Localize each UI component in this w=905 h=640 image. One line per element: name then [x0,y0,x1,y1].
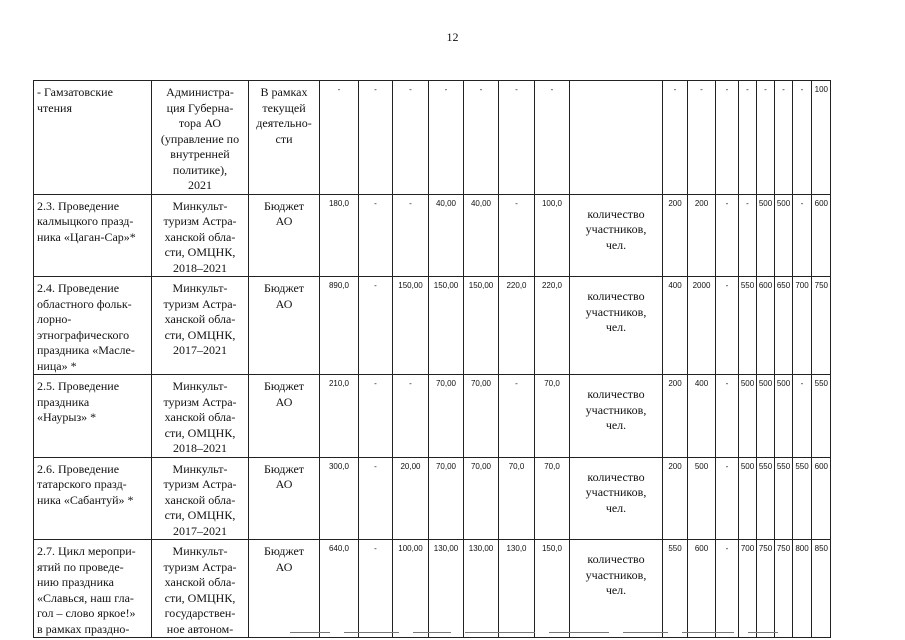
text-line: чел. [605,500,627,515]
table-row [34,194,831,277]
finance-value-cell: 70,0 [535,457,570,540]
text-line: Минкульт- [172,198,228,213]
indicator-value-cell: 700 [793,277,812,375]
text-line: 2018–2021 [173,441,227,455]
text-line: 2017–2021 [173,343,227,357]
text-line: - Гамзатовские [37,85,113,99]
text-line: 2.3. Проведение [37,198,120,213]
indicator-value-cell: 750 [757,540,775,638]
table-row [34,457,831,540]
text-line: калмыцкого празд- [37,214,134,228]
text-line: ника «Сабантуй» * [37,492,134,507]
indicator-value-cell: - [757,81,775,195]
indicator-value-cell: 400 [663,277,688,375]
finance-value-cell: 70,00 [464,375,499,458]
finance-value-cell: - [535,81,570,195]
finance-value-cell: 150,00 [393,277,429,375]
text-line: нию праздника [37,575,115,589]
indicator-value-cell: 500 [688,457,716,540]
finance-value-cell: 150,00 [464,277,499,375]
text-line: Минкульт- [172,544,228,558]
indicator-value-cell: 800 [793,540,812,638]
text-line: Минкульт- [172,281,228,295]
indicator-value-cell: 550 [739,277,757,375]
text-line: ница» * [37,358,77,373]
finance-value-cell: - [499,375,535,458]
text-line: в рамках праздно- [37,621,130,636]
text-line: Бюджет [263,198,305,213]
text-line: количество [587,469,645,484]
text-line: ханской обла- [164,492,236,507]
text-line: ханской обла- [164,410,236,424]
text-line: участников, [585,304,647,319]
indicator-value-cell: 650 [775,277,793,375]
indicator-value-cell: 550 [775,457,793,540]
text-line: 2.7. Цикл меропри- [37,544,136,558]
finance-value-cell: - [320,81,359,195]
indicator-value-cell: - [663,81,688,195]
text-line: «Наурыз» * [37,410,97,424]
text-line: чтения [37,100,72,115]
finance-value-cell: - [359,277,393,375]
text-line: текущей [262,100,306,115]
finance-value-cell: 210,0 [320,375,359,458]
indicator-value-cell: - [775,81,793,195]
text-line: туризм Астра- [163,214,237,228]
indicator-value-cell: 550 [757,457,775,540]
finance-value-cell: 890,0 [320,277,359,375]
indicator-value-cell: 600 [812,194,831,277]
funding-source-cell [249,194,320,277]
indicator-value-cell: 600 [688,540,716,638]
finance-value-cell: 130,00 [429,540,464,638]
text-line: Минкульт- [172,461,228,476]
text-line: количество [587,206,645,221]
finance-value-cell: 70,00 [464,457,499,540]
indicator-cell [570,540,663,638]
text-line: туризм Астра- [163,477,237,491]
indicator-value-cell: - [716,540,739,638]
text-line: участников, [585,402,647,417]
finance-value-cell: 180,0 [320,194,359,277]
text-line: политике), [172,162,228,177]
finance-value-cell: 220,0 [499,277,535,375]
finance-value-cell: 130,00 [464,540,499,638]
text-line: АО [275,214,293,228]
text-line: туризм Астра- [163,394,237,409]
finance-value-cell: - [393,194,429,277]
text-line: внутренней [170,147,230,161]
activity-name-cell [34,277,152,375]
indicator-cell [570,457,663,540]
indicator-cell [570,194,663,277]
text-line: ное автоном- [166,621,234,636]
activity-name-cell [34,81,152,195]
finance-value-cell: - [393,375,429,458]
finance-value-cell: 40,00 [464,194,499,277]
indicator-value-cell: - [739,81,757,195]
text-line: В рамках [260,85,308,99]
indicator-value-cell: 550 [663,540,688,638]
indicator-cell [570,277,663,375]
indicator-value-cell: - [716,81,739,195]
text-line: АО [275,559,293,574]
finance-value-cell: - [464,81,499,195]
text-line: сти, ОМЦНК, [164,590,236,605]
text-line: 2.5. Проведение [37,379,120,393]
text-line: количество [587,289,645,303]
text-line: участников, [585,222,647,236]
finance-value-cell: 130,0 [499,540,535,638]
text-line: ханской обла- [164,229,236,244]
text-line: Бюджет [263,281,305,295]
executor-cell [152,277,249,375]
text-line: АО [275,477,293,491]
text-line: количество [587,552,645,566]
funding-source-cell [249,81,320,195]
text-line: «Славься, наш гла- [37,590,134,605]
indicator-value-cell: - [793,81,812,195]
text-line: чел. [605,320,627,334]
text-line: 2017–2021 [173,523,227,538]
finance-value-cell: 150,0 [535,540,570,638]
indicator-value-cell: 500 [757,375,775,458]
finance-value-cell: - [393,81,429,195]
table-row [34,375,831,458]
indicator-value-cell: 600 [757,277,775,375]
text-line: тора АО [178,116,222,130]
table-row [34,81,831,195]
indicator-value-cell: 100 [812,81,831,195]
indicator-value-cell: 200 [663,194,688,277]
executor-cell [152,81,249,195]
finance-value-cell: - [429,81,464,195]
text-line: Бюджет [263,379,305,393]
finance-value-cell: 150,00 [429,277,464,375]
indicator-value-cell: 2000 [688,277,716,375]
bottom-scan-marks [290,632,850,638]
finance-value-cell: 640,0 [320,540,359,638]
indicator-value-cell: 750 [775,540,793,638]
indicator-value-cell: - [739,194,757,277]
funding-source-cell [249,277,320,375]
finance-value-cell: 70,0 [499,457,535,540]
text-line: 2.4. Проведение [37,281,120,295]
indicator-value-cell: - [688,81,716,195]
indicator-value-cell: - [716,375,739,458]
text-line: (управление по [160,131,240,146]
text-line: ника «Цаган-Сар»* [37,229,136,244]
text-line: 2018–2021 [173,260,227,275]
indicator-value-cell: 200 [663,375,688,458]
text-line: сти [275,131,293,146]
indicator-value-cell: 200 [663,457,688,540]
funding-source-cell [249,457,320,540]
text-line: ятий по проведе- [37,559,124,574]
text-line: сти, ОМЦНК, [164,508,236,522]
text-line: государствен- [164,606,236,620]
text-line: ханской обла- [164,312,236,326]
indicator-value-cell: 850 [812,540,831,638]
text-line: 2021 [188,178,212,192]
finance-value-cell: - [499,81,535,195]
indicator-cell [570,375,663,458]
indicator-value-cell: 500 [739,457,757,540]
executor-cell [152,194,249,277]
text-line: чел. [605,418,627,432]
text-line: праздника [37,394,90,409]
finance-value-cell: 70,00 [429,375,464,458]
page-number: 12 [446,30,459,44]
text-line: туризм Астра- [163,559,237,574]
text-line: чел. [605,583,627,597]
text-line: количество [587,387,645,401]
finance-value-cell: - [499,194,535,277]
finance-value-cell: 70,00 [429,457,464,540]
text-line: участников, [585,485,647,499]
text-line: Бюджет [263,461,305,476]
table-row [34,277,831,375]
funding-source-cell [249,540,320,638]
indicator-value-cell: 750 [812,277,831,375]
text-line: сти, ОМЦНК, [164,245,236,259]
text-line: Администра- [166,85,234,99]
indicator-value-cell: 500 [775,375,793,458]
indicator-value-cell: - [716,277,739,375]
indicator-value-cell: 400 [688,375,716,458]
executor-cell [152,375,249,458]
text-line: АО [275,394,293,409]
text-line: Бюджет [263,544,305,558]
text-line: праздника «Масле- [37,343,135,357]
finance-value-cell: - [359,457,393,540]
text-line: чел. [605,237,627,252]
funding-source-cell [249,375,320,458]
indicator-value-cell: 500 [739,375,757,458]
text-line: лорно- [37,312,72,326]
text-line: гол – слово яркое!» [37,606,136,620]
indicator-value-cell: 550 [793,457,812,540]
text-line: сти, ОМЦНК, [164,327,236,342]
text-line: татарского празд- [37,477,127,491]
executor-cell [152,540,249,638]
finance-value-cell: 300,0 [320,457,359,540]
finance-value-cell: - [359,81,393,195]
table-row [34,540,831,638]
finance-value-cell: 100,00 [393,540,429,638]
text-line: АО [275,296,293,311]
text-line: участников, [585,567,647,582]
activity-name-cell [34,457,152,540]
finance-value-cell: 70,0 [535,375,570,458]
indicator-value-cell: 700 [739,540,757,638]
finance-value-cell: 40,00 [429,194,464,277]
finance-value-cell: - [359,375,393,458]
executor-cell [152,457,249,540]
finance-value-cell: 20,00 [393,457,429,540]
finance-value-cell: 220,0 [535,277,570,375]
activity-name-cell [34,540,152,638]
indicator-value-cell: 500 [775,194,793,277]
finance-value-cell: - [359,194,393,277]
text-line: областного фольк- [37,296,132,311]
indicator-value-cell: 500 [757,194,775,277]
indicator-value-cell: - [716,457,739,540]
text-line: туризм Астра- [163,296,237,311]
finance-value-cell: - [359,540,393,638]
text-line: деятельно- [256,116,312,130]
text-line: ция Губерна- [166,100,234,115]
indicator-value-cell: 200 [688,194,716,277]
finance-value-cell: 100,0 [535,194,570,277]
text-line: ханской обла- [164,575,236,589]
indicator-value-cell: - [793,194,812,277]
text-line: 2.6. Проведение [37,461,120,476]
indicator-cell [570,81,663,195]
program-table [33,80,831,638]
text-line: этнографического [37,327,130,342]
text-line: Минкульт- [172,379,228,393]
activity-name-cell [34,194,152,277]
text-line: сти, ОМЦНК, [164,425,236,440]
indicator-value-cell: - [716,194,739,277]
indicator-value-cell: - [793,375,812,458]
indicator-value-cell: 600 [812,457,831,540]
indicator-value-cell: 550 [812,375,831,458]
activity-name-cell [34,375,152,458]
